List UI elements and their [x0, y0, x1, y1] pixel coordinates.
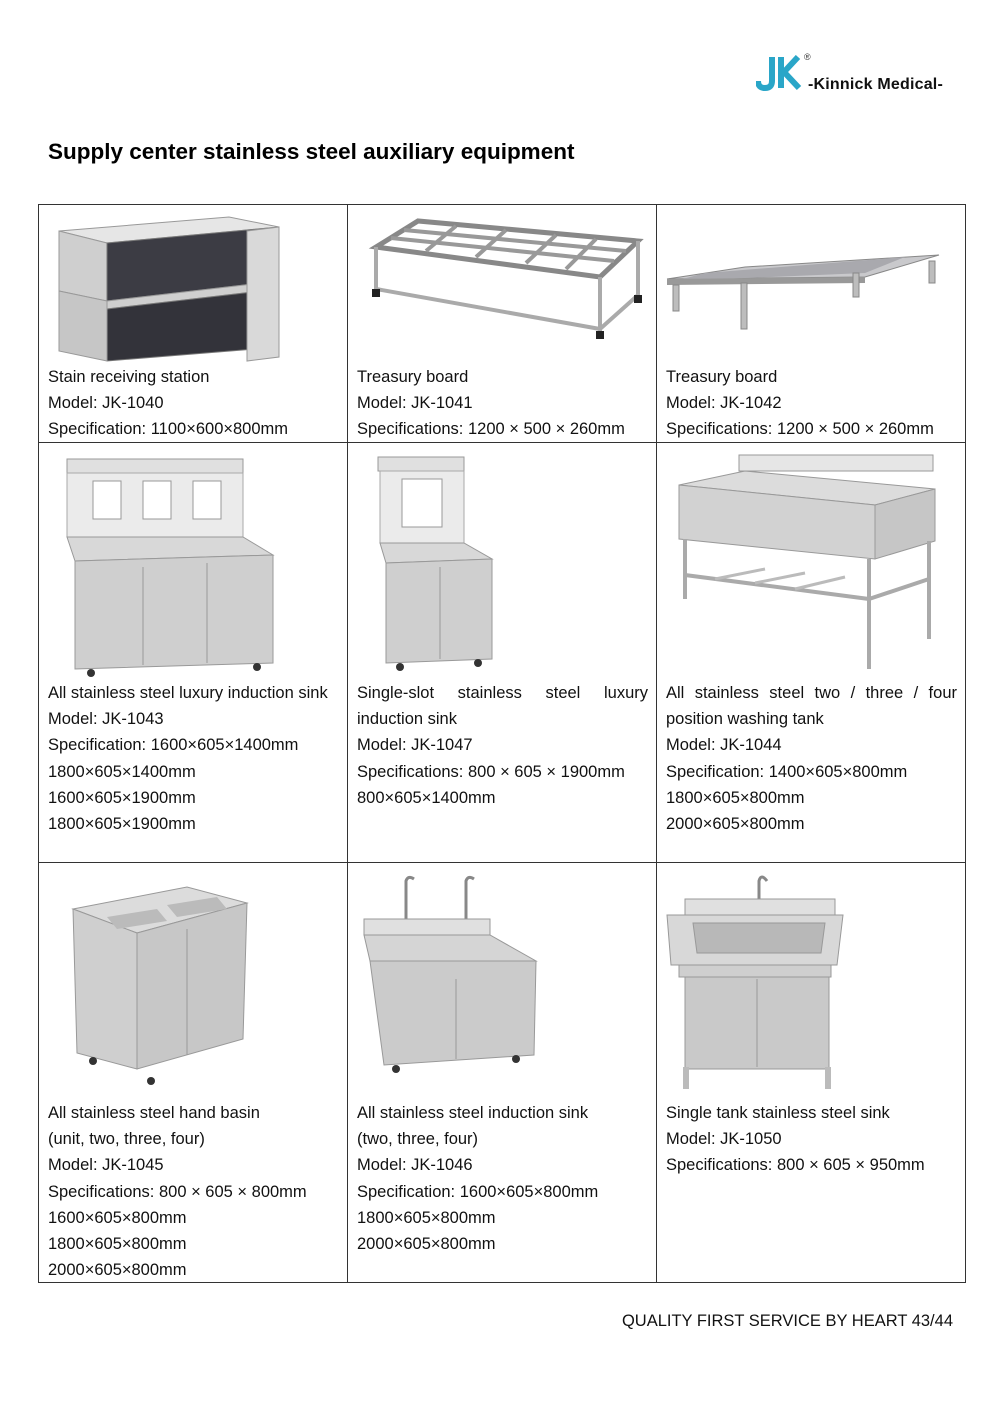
product-model: Model: JK-1040: [48, 394, 164, 413]
product-spec-extra: 1800×605×1400mm: [48, 762, 196, 781]
table-row: [39, 863, 966, 1283]
table-row: [39, 205, 966, 443]
product-model: Model: JK-1045: [48, 1156, 164, 1175]
product-spec-extra: 1600×605×800mm: [48, 1208, 187, 1227]
product-spec-extra: 2000×605×800mm: [357, 1235, 496, 1254]
brand-logo: [756, 52, 966, 102]
hand-basin-icon: [47, 869, 339, 1101]
product-spec: Specification: 1100×600×800mm: [48, 420, 289, 439]
induction-sink-icon: [356, 869, 648, 1101]
product-name-variants: (unit, two, three, four): [48, 1130, 205, 1149]
washing-tank-icon: [665, 449, 957, 681]
product-spec-extra: 1600×605×1900mm: [48, 788, 196, 807]
product-model: Model: JK-1046: [357, 1156, 473, 1175]
product-spec-extra: 1800×605×800mm: [666, 788, 805, 807]
product-cell: [348, 863, 657, 1283]
flat-board-icon: [665, 211, 957, 363]
single-sink-icon: [356, 449, 648, 681]
product-name: All stainless steel hand basin: [48, 1104, 260, 1122]
product-model: Model: JK-1042: [666, 394, 782, 413]
product-cell: [348, 443, 657, 863]
product-table: [38, 204, 966, 1283]
table-row: [39, 443, 966, 863]
product-name: Treasury board: [666, 368, 778, 386]
page-title: Supply center stainless steel auxiliary equipment: [48, 139, 575, 164]
rack-board-icon: [356, 211, 648, 363]
product-model: Model: JK-1043: [48, 710, 164, 729]
product-name: Single tank stainless steel sink: [666, 1104, 890, 1122]
page-footer: QUALITY FIRST SERVICE BY HEART 43/44: [621, 1312, 953, 1330]
registered-mark: ®: [804, 52, 811, 62]
product-name: Treasury board: [357, 368, 469, 386]
product-spec-extra: 800×605×1400mm: [357, 788, 496, 807]
product-spec: Specifications: 800 × 605 × 800mm: [48, 1182, 307, 1201]
product-model: Model: JK-1047: [357, 736, 473, 755]
product-name: Single-slot stainless steel luxury induction sink: [357, 684, 648, 729]
product-spec: Specifications: 1200 × 500 × 260mm: [357, 420, 625, 439]
product-cell: [657, 205, 966, 443]
product-cell: [657, 443, 966, 863]
product-cell: [348, 205, 657, 443]
product-model: Model: JK-1050: [666, 1130, 782, 1149]
product-spec: Specification: 1400×605×800mm: [666, 762, 908, 781]
product-spec: Specification: 1600×605×800mm: [357, 1182, 599, 1201]
product-cell: [39, 205, 348, 443]
single-tank-sink-icon: [665, 869, 957, 1101]
product-spec-extra: 1800×605×1900mm: [48, 815, 196, 834]
product-name-variants: (two, three, four): [357, 1130, 479, 1149]
triple-sink-icon: [47, 449, 339, 681]
product-cell: [39, 863, 348, 1283]
product-spec-extra: 2000×605×800mm: [666, 815, 805, 834]
product-spec: Specifications: 1200 × 500 × 260mm: [666, 420, 934, 439]
product-name: All stainless steel induction sink: [357, 1104, 589, 1122]
product-spec-extra: 1800×605×800mm: [48, 1235, 187, 1254]
product-cell: [657, 863, 966, 1283]
product-spec: Specification: 1600×605×1400mm: [48, 736, 299, 755]
product-cell: [39, 443, 348, 863]
product-name: Stain receiving station: [48, 368, 210, 386]
product-name: All stainless steel two / three / four position washing tank: [666, 684, 957, 729]
receiving-station-icon: [47, 211, 339, 363]
product-model: Model: JK-1041: [357, 394, 473, 413]
product-spec: Specifications: 800 × 605 × 1900mm: [357, 762, 625, 781]
product-model: Model: JK-1044: [666, 736, 782, 755]
brand-name: -Kinnick Medical-: [808, 76, 943, 93]
product-spec-extra: 2000×605×800mm: [48, 1261, 187, 1280]
product-spec: Specifications: 800 × 605 × 950mm: [666, 1156, 925, 1175]
product-name: All stainless steel luxury induction sink: [48, 684, 328, 702]
product-spec-extra: 1800×605×800mm: [357, 1208, 496, 1227]
jk-logo-icon: [756, 55, 804, 96]
